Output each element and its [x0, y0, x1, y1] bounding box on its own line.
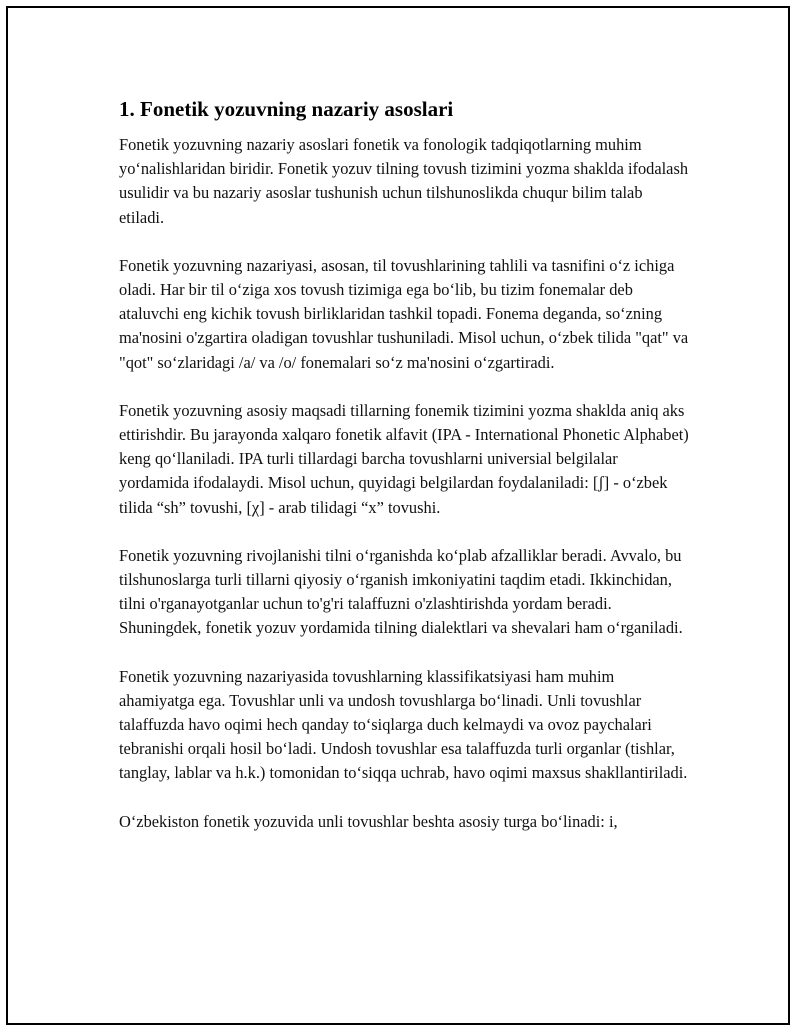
paragraph-5: Fonetik yozuvning nazariyasida tovushlarning klassifikatsiyasi ham muhim ahamiyatga ega. Tovushlar unli va undosh tovushlarga bo‘linadi. Unli tovushlar talaffuzda havo oqimi hech qanday to‘siqlarga duch kelmaydi va ovoz paychalari tebranishi orqali hosil bo‘ladi. Undosh tovushlar esa talaffuzda turli organlar (tishlar, tanglay, lablar va h.k.) tomonidan to‘siqqa uchrab, havo oqimi maxsus shakllantiriladi. — [119, 666, 688, 783]
document-body — [119, 96, 689, 858]
document-page — [6, 6, 790, 1025]
section-heading: 1. Fonetik yozuvning nazariy asoslari — [119, 97, 454, 121]
paragraph-1: Fonetik yozuvning nazariy asoslari fonetik va fonologik tadqiqotlarning muhim yo‘nalishlaridan biridir. Fonetik yozuv tilning tovush tizimini yozma shaklda ifodalash usulidir va bu nazariy asoslar tushunish uchun tilshunoslikda chuqur bilim talab etiladi. — [119, 135, 689, 227]
paragraph-6: O‘zbekiston fonetik yozuvida unli tovushlar beshta asosiy turga bo‘linadi: i, — [119, 811, 618, 831]
paragraph-4: Fonetik yozuvning rivojlanishi tilni o‘rganishda ko‘plab afzalliklar beradi. Avvalo, bu tilshunoslarga turli tillarni qiyosiy o‘rganish imkoniyatini taqdim etadi. Ikkinchidan, tilni o'rganayotganlar uchun to'g'ri talaffuzni o'zlashtirishda yordam beradi. Shuningdek, fonetik yozuv yordamida tilning dialektlari va shevalari ham o‘rganiladi. — [119, 545, 683, 638]
paragraph-3: Fonetik yozuvning asosiy maqsadi tillarning fonemik tizimini yozma shaklda aniq aks ettirishdir. Bu jarayonda xalqaro fonetik alfavit (IPA - International Phonetic Alphabet) keng qo‘llaniladi. IPA turli tillardagi barcha tovushlarni universial belgilalar yordamida ifodalaydi. Misol uchun, quyidagi belgilardan foydalaniladi: [ʃ] - o‘zbek tilida “sh” tovushi, [χ] - arab tilidagi “x” tovushi. — [119, 400, 689, 517]
paragraph-2: Fonetik yozuvning nazariyasi, asosan, til tovushlarining tahlili va tasnifini o‘z ichiga oladi. Har bir til o‘ziga xos tovush tizimiga ega bo‘lib, bu tizim fonemalar deb ataluvchi eng kichik tovush birliklaridan tashkil topadi. Fonema deganda, so‘zning ma'nosini o'zgartira oladigan tovushlar tushuniladi. Misol uchun, o‘zbek tilida "qat" va "qot" so‘zlaridagi /a/ va /o/ fonemalari so‘z ma'nosini o‘zgartiradi. — [119, 255, 689, 372]
